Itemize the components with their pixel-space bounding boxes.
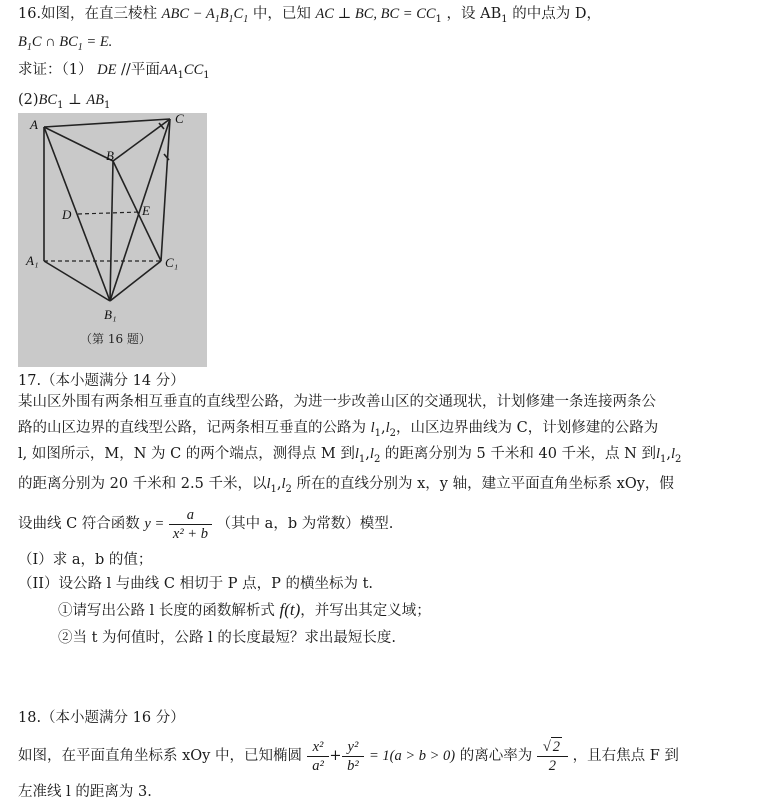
q17-para5: 设曲线 C 符合函数 y = $\frac{a}{\text{x² + b}}$ （其中 a，b 为常数）模型.	[18, 506, 394, 542]
q16-figure	[18, 113, 207, 367]
label-B: B	[106, 148, 114, 163]
q16-let: ，设 AB	[446, 6, 502, 22]
label-C: C	[175, 113, 184, 126]
q18-header: 18.（本小题满分 16 分）	[18, 710, 185, 726]
q18-y-fraction: $\frac{\text{y²}}{\text{b²}}$	[342, 738, 365, 775]
q16-line2: $B_1C$ ∩ $BC_1 = E$.	[18, 34, 113, 53]
label-C1: C₁	[165, 255, 179, 270]
label-D: D	[62, 207, 72, 222]
q17-para2: 路的山区边界的直线型公路，记两条相互垂直的公路为 $l_1,l_2$，山区边界曲线为 C，计划修建的公路为	[18, 420, 659, 439]
label-A1: A₁	[26, 253, 39, 268]
label-A: A	[30, 117, 38, 132]
q17-part-ii: （II）设公路 l 与曲线 C 相切于 P 点，P 的横坐标为 t.	[18, 576, 374, 592]
q16-proof1: 求证：（1） DE //平面$AA_1CC_1$	[18, 62, 210, 81]
q17-para1: 某山区外围有两条相互垂直的直线型公路，为进一步改善山区的交通现状，计划修建一条连接两条公	[18, 394, 656, 410]
label-B1: B₁	[104, 307, 117, 322]
q17-para3: l, 如图所示，M，N 为 C 的两个端点，测得点 M 到$l_1,l_2$ 的距离分别为 5 千米和 40 千米，点 N 到$l_1,l_2$	[18, 446, 682, 465]
prism-diagram	[18, 113, 207, 367]
q16-intro: 16.如图，在直三棱柱	[18, 6, 158, 22]
q16-prism-name: ABC − $A_1B_1C_1$	[161, 6, 249, 25]
q16-line1: 16.如图，在直三棱柱 ABC − $A_1B_1C_1$ 中，已知 AC ⊥ BC, BC = $CC_1$ ，设 $AB_1$ 的中点为 D，	[18, 6, 601, 25]
q17-part-ii-1: ①请写出公路 l 长度的函数解析式 f(t)，并写出其定义域；	[58, 600, 431, 619]
q17-para4: 的距离分别为 20 千米和 2.5 千米，以$l_1,l_2$ 所在的直线分别为 x，y 轴，建立平面直角坐标系 xOy，假	[18, 476, 674, 495]
q16-given: 中，已知	[252, 6, 311, 22]
q17-part-i: （I）求 a，b 的值；	[18, 552, 153, 568]
q18-para1: 如图，在平面直角坐标系 xOy 中，已知椭圆 $\frac{\text{x²}}{\text{a²}}$ + $\frac{\text{y²}}{\text{b²}}$ = 1(a > b > 0) 的离心率为 $\frac{√ 2}{2}$ ，且右焦点 F 到	[18, 738, 679, 774]
q16-midpoint: 的中点为 D，	[512, 6, 601, 22]
q17-function-fraction: $\frac{a}{\text{x² + b}}$	[169, 506, 212, 543]
q18-para2: 左准线 l 的距离为 3.	[18, 784, 152, 800]
q16-condition: AC ⊥ BC, BC = CC	[315, 6, 436, 22]
label-E: E	[142, 203, 150, 218]
q17-header: 17.（本小题满分 14 分）	[18, 373, 185, 389]
q17-part-ii-2: ②当 t 为何值时，公路 l 的长度最短？求出最短长度.	[58, 630, 397, 646]
q18-eccentricity-fraction: $\frac{√ 2}{2}$	[537, 737, 568, 775]
figure-caption: （第 16 题）	[80, 332, 151, 346]
q16-proof2: $(2)BC_1$ ⊥ $AB_1$	[18, 92, 111, 111]
q18-x-fraction: $\frac{\text{x²}}{\text{a²}}$	[307, 738, 330, 775]
